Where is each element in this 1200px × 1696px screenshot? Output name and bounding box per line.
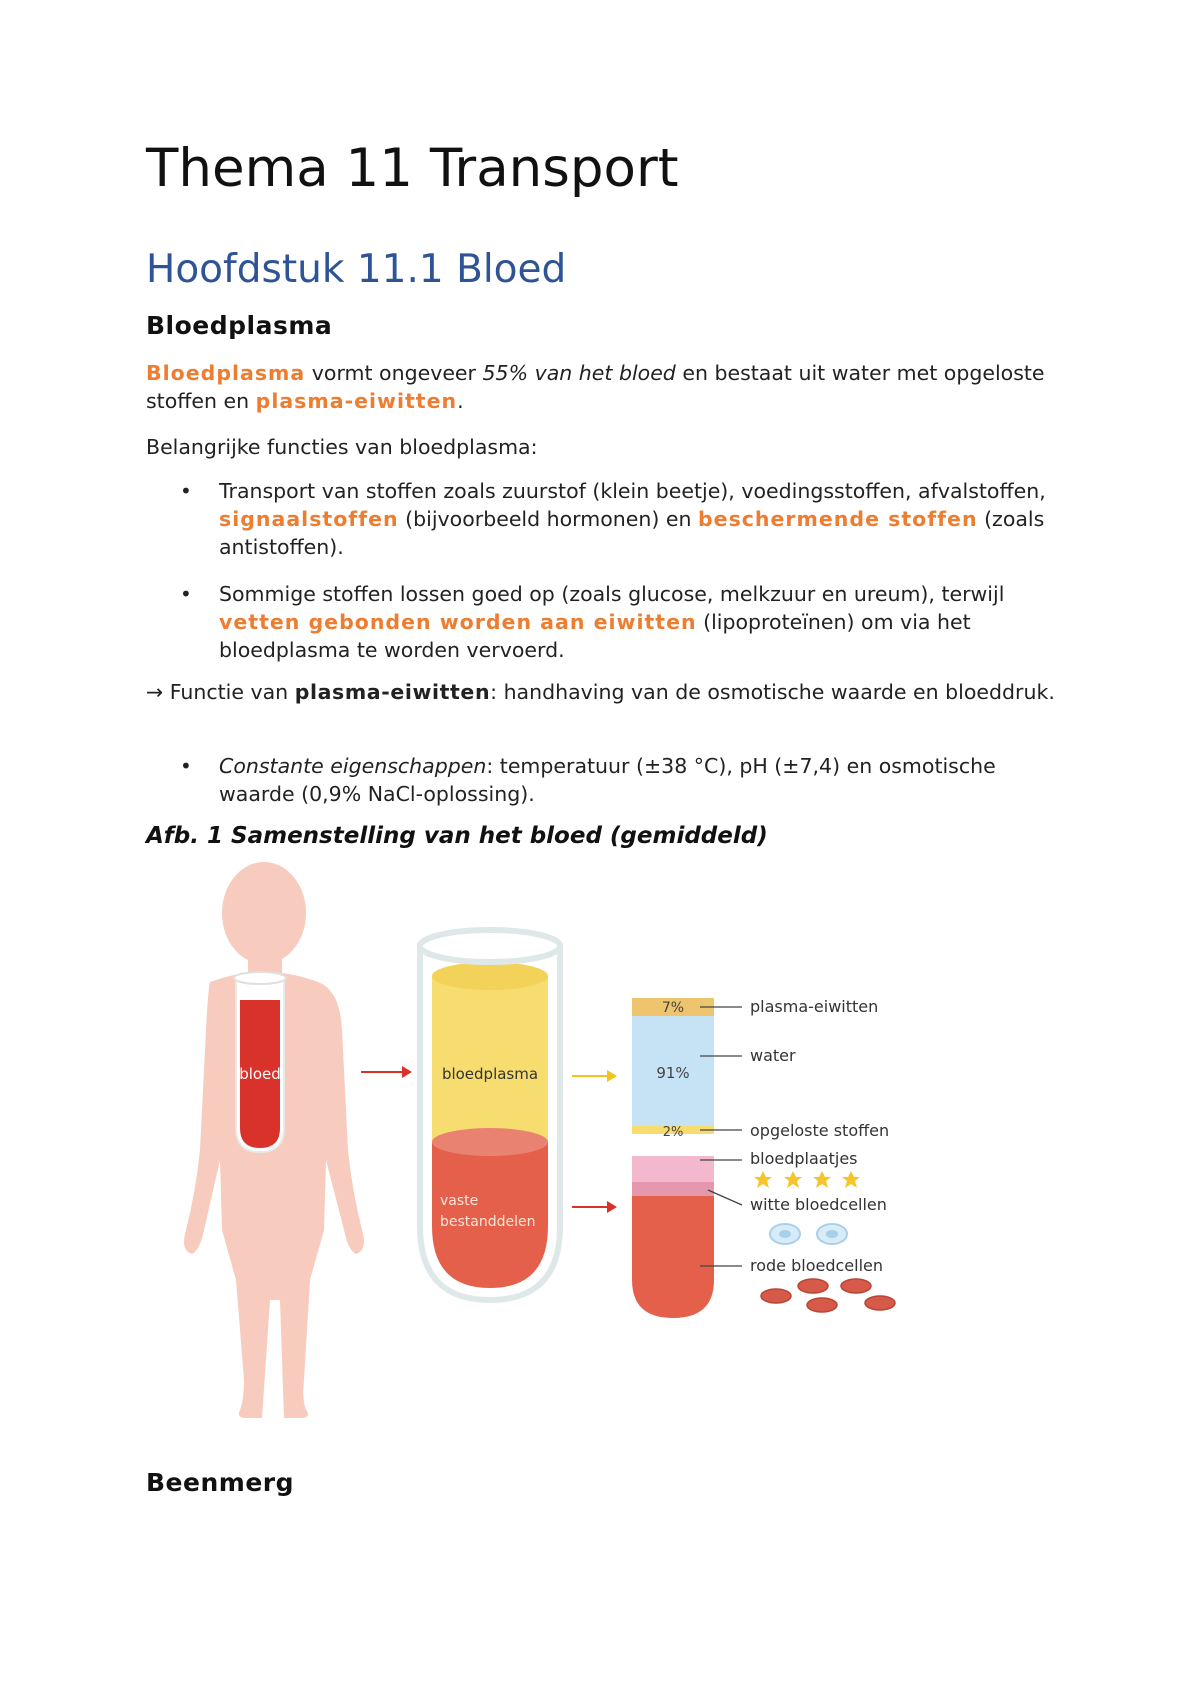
pct-proteins: 7%: [661, 1000, 685, 1016]
platelets-icons: [754, 1171, 860, 1188]
blood-test-tube-small: [234, 972, 286, 1152]
label-witte-bloedcellen: witte bloedcellen: [750, 1195, 887, 1214]
section-heading-bloedplasma: Bloedplasma: [146, 311, 333, 340]
label-water: water: [750, 1046, 796, 1065]
pct-solutes: 2%: [662, 1125, 684, 1140]
figure-caption: Afb. 1 Samenstelling van het bloed (gemiddeld): [146, 823, 768, 849]
section-heading-beenmerg: Beenmerg: [146, 1468, 294, 1497]
label-vaste: vaste: [440, 1193, 479, 1209]
document-title: Thema 11 Transport: [146, 138, 679, 199]
label-bloedplaatjes: bloedplaatjes: [750, 1149, 858, 1168]
chapter-heading: Hoofdstuk 11.1 Bloed: [146, 247, 567, 292]
label-opgeloste-stoffen: opgeloste stoffen: [750, 1121, 890, 1140]
red-blood-cells-icons: [761, 1279, 895, 1312]
label-rode-bloedcellen: rode bloedcellen: [750, 1256, 884, 1275]
function-plasma-eiwitten: → Functie van plasma-eiwitten: handhaving van de osmotische waarde en bloeddruk.: [146, 680, 1055, 704]
large-test-tube: [420, 930, 560, 1300]
label-bestanddelen: bestanddelen: [440, 1214, 536, 1230]
cells-composition-bar: [632, 1156, 714, 1318]
plasma-composition-bar: [632, 998, 714, 1140]
tube-label-bloed: bloed: [239, 1065, 281, 1083]
pct-water: 91%: [656, 1064, 690, 1082]
functions-intro: Belangrijke functies van bloedplasma:: [146, 435, 538, 459]
label-bloedplasma: bloedplasma: [441, 1065, 539, 1083]
arrow-yellow: [572, 1070, 617, 1082]
arrow-right-icon: →: [146, 680, 164, 704]
list-item: • Transport van stoffen zoals zuurstof (klein beetje), voedingsstoffen, afvalstoffen, signaalstoffen (bijvoorbeeld hormonen) en beschermende stoffen (zoals antistoffen).: [146, 477, 1066, 561]
paragraph-bloedplasma: Bloedplasma vormt ongeveer 55% van het bloed en bestaat uit water met opgeloste stoffen en plasma-eiwitten.: [146, 361, 1045, 413]
label-plasma-eiwitten: plasma-eiwitten: [750, 997, 879, 1016]
list-item: • Constante eigenschappen: temperatuur (±38 °C), pH (±7,4) en osmotische waarde (0,9% NaCl-oplossing).: [146, 752, 1066, 808]
list-item: • Sommige stoffen lossen goed op (zoals glucose, melkzuur en ureum), terwijl vetten gebonden worden aan eiwitten (lipoproteïnen) om via het bloedplasma te worden vervoerd.: [146, 580, 1066, 664]
white-blood-cells-icons: [770, 1224, 847, 1244]
arrow-red-2: [572, 1201, 617, 1213]
arrow-red-1: [361, 1066, 412, 1078]
